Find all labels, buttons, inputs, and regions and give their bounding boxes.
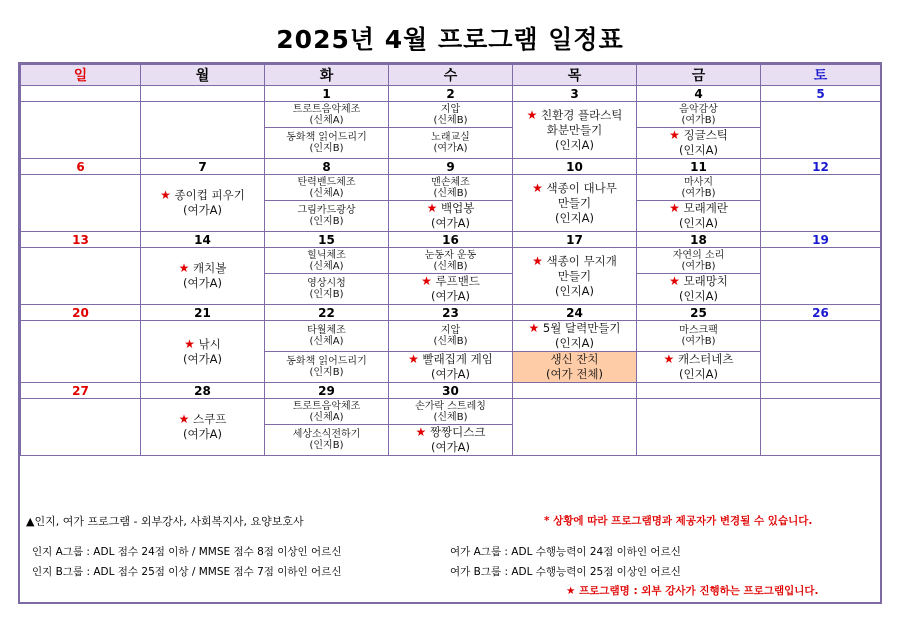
empty-cell — [21, 102, 141, 159]
notes-section — [20, 511, 880, 602]
program-cell: 타월체조 (신체A) — [265, 321, 389, 352]
program-cell: 마스크팩 (여가B) — [637, 321, 761, 352]
empty-cell — [761, 102, 881, 159]
date-cell: 28 — [141, 383, 265, 399]
empty-cell — [141, 102, 265, 159]
date-cell: 30 — [389, 383, 513, 399]
change-notice: * 상황에 따라 프로그램명과 제공자가 변경될 수 있습니다. — [544, 515, 813, 527]
date-cell: 10 — [513, 159, 637, 175]
date-cell: 25 — [637, 305, 761, 321]
program-cell: ★ 빨래집게 게임 (여가A) — [389, 352, 513, 383]
program-cell: 트로트음악체조 (신체A) — [265, 399, 389, 425]
date-cell — [761, 383, 881, 399]
date-cell: 3 — [513, 86, 637, 102]
star-icon: ★ — [178, 412, 190, 426]
star-icon: ★ — [421, 274, 432, 288]
date-cell: 1 — [265, 86, 389, 102]
date-cell: 18 — [637, 232, 761, 248]
star-icon: ★ — [426, 201, 438, 215]
cognitive-group-b: 인지 B그룹 : ADL 점수 25점 이상 / MMSE 점수 7점 이하인 어르신 — [32, 566, 342, 578]
program-cell: ★ 캐스터네츠 (인지A) — [637, 352, 761, 383]
program-cell: ★ 백업봉 (여가A) — [389, 201, 513, 232]
weekday-mon: 월 — [141, 65, 265, 86]
date-cell: 5 — [761, 86, 881, 102]
program-row — [21, 102, 881, 128]
empty-cell — [21, 399, 141, 456]
star-icon: ★ — [415, 425, 427, 439]
date-cell: 16 — [389, 232, 513, 248]
empty-cell — [21, 175, 141, 232]
leisure-group-b: 여가 B그룹 : ADL 수행능력이 25점 이상인 어르신 — [450, 566, 681, 578]
cognitive-group-a: 인지 A그룹 : ADL 점수 24점 이하 / MMSE 점수 8점 이상인 어르신 — [32, 546, 342, 558]
weekday-thu: 목 — [513, 65, 637, 86]
date-cell: 20 — [21, 305, 141, 321]
program-row — [21, 175, 881, 201]
program-cell: ★ 루프밴드 (여가A) — [389, 274, 513, 305]
date-cell: 17 — [513, 232, 637, 248]
program-cell: ★ 종이컵 피우기 (여가A) — [141, 175, 265, 232]
weekday-header-row — [21, 65, 881, 86]
date-cell: 27 — [21, 383, 141, 399]
program-cell: 눈동자 운동 (신체B) — [389, 248, 513, 274]
date-cell — [21, 86, 141, 102]
program-cell: 음악감상 (여가B) — [637, 102, 761, 128]
star-icon: ★ — [178, 261, 190, 275]
date-row — [21, 232, 881, 248]
date-cell: 13 — [21, 232, 141, 248]
date-cell: 11 — [637, 159, 761, 175]
star-icon: ★ — [669, 128, 680, 142]
date-cell — [141, 86, 265, 102]
star-icon: ★ — [528, 321, 540, 335]
program-cell: ★ 캐치볼 (여가A) — [141, 248, 265, 305]
program-cell: 탄력밴드체조 (신체A) — [265, 175, 389, 201]
program-provider-note: ▲인지, 여가 프로그램 - 외부강사, 사회복지사, 요양보호사 — [26, 515, 304, 528]
program-cell: ★ 짱짱디스크 (여가A) — [389, 425, 513, 456]
program-cell: 마사지 (여가B) — [637, 175, 761, 201]
empty-cell — [761, 321, 881, 383]
program-cell: ★ 모래망치 (인지A) — [637, 274, 761, 305]
page-title: 2025년 4월 프로그램 일정표 — [276, 25, 624, 54]
program-cell: 손가락 스트레칭 (신체B) — [389, 399, 513, 425]
program-cell: ★ 모래게란 (인지A) — [637, 201, 761, 232]
date-cell: 26 — [761, 305, 881, 321]
program-cell: 세상소식전하기 (인지B) — [265, 425, 389, 456]
weekday-fri: 금 — [637, 65, 761, 86]
date-cell: 24 — [513, 305, 637, 321]
date-cell: 2 — [389, 86, 513, 102]
date-cell: 22 — [265, 305, 389, 321]
weekday-tue: 화 — [265, 65, 389, 86]
date-cell: 9 — [389, 159, 513, 175]
date-cell: 8 — [265, 159, 389, 175]
star-icon: ★ — [669, 274, 680, 288]
program-cell: ★ 스쿠프 (여가A) — [141, 399, 265, 456]
star-icon: ★ — [532, 180, 543, 195]
date-cell — [513, 383, 637, 399]
date-row — [21, 305, 881, 321]
date-cell: 4 — [637, 86, 761, 102]
date-row — [21, 86, 881, 102]
leisure-group-a: 여가 A그룹 : ADL 수행능력이 24점 이하인 어르신 — [450, 546, 681, 558]
star-legend-note: ★ 프로그램명 : 외부 강사가 진행하는 프로그램입니다. — [566, 585, 819, 597]
date-cell: 23 — [389, 305, 513, 321]
date-cell: 7 — [141, 159, 265, 175]
weekday-sat: 토 — [761, 65, 881, 86]
date-cell: 12 — [761, 159, 881, 175]
star-icon: ★ — [663, 352, 675, 366]
empty-cell — [637, 399, 761, 456]
program-row — [21, 399, 881, 425]
date-cell: 6 — [21, 159, 141, 175]
program-cell: 지압 (신체B) — [389, 321, 513, 352]
date-cell: 19 — [761, 232, 881, 248]
weekday-wed: 수 — [389, 65, 513, 86]
program-row — [21, 321, 881, 352]
program-cell: 힐닉체조 (신체A) — [265, 248, 389, 274]
program-cell: 맨손체조 (신체B) — [389, 175, 513, 201]
program-cell: ★ 5월 달력만들기 (인지A) — [513, 321, 637, 352]
empty-cell — [513, 399, 637, 456]
date-row — [21, 159, 881, 175]
star-icon: ★ — [526, 107, 538, 122]
program-cell: 노래교실 (여가A) — [389, 128, 513, 159]
date-cell: 21 — [141, 305, 265, 321]
empty-cell — [21, 248, 141, 305]
program-cell: 자연의 소리 (여가B) — [637, 248, 761, 274]
birthday-party-cell: 생신 잔치 (여가 전체) — [513, 352, 637, 383]
star-icon: ★ — [669, 201, 680, 215]
program-cell: ★ 낚시 (여가A) — [141, 321, 265, 383]
star-icon: ★ — [408, 352, 419, 366]
program-cell: 영상시청 (인지B) — [265, 274, 389, 305]
empty-cell — [761, 399, 881, 456]
empty-cell — [761, 175, 881, 232]
star-icon: ★ — [532, 253, 543, 268]
program-cell: ★ 친환경 플라스틱 화분만들기 (인지A) — [513, 102, 637, 159]
star-icon: ★ — [160, 188, 171, 202]
date-cell — [637, 383, 761, 399]
empty-cell — [21, 321, 141, 383]
program-cell: 동화책 읽어드리기 (인지B) — [265, 128, 389, 159]
empty-cell — [761, 248, 881, 305]
program-cell: ★ 색종이 무지개 만들기 (인지A) — [513, 248, 637, 305]
weekday-sun: 일 — [21, 65, 141, 86]
program-cell: 그림카드광상 (인지B) — [265, 201, 389, 232]
date-cell: 15 — [265, 232, 389, 248]
program-cell: ★ 징글스틱 (인지A) — [637, 128, 761, 159]
schedule-table — [20, 64, 881, 456]
program-cell: 동화책 읽어드리기 (인지B) — [265, 352, 389, 383]
date-cell: 14 — [141, 232, 265, 248]
program-cell: 지압 (신체B) — [389, 102, 513, 128]
program-row — [21, 248, 881, 274]
date-cell: 29 — [265, 383, 389, 399]
star-icon: ★ — [184, 336, 195, 351]
program-cell: ★ 색종이 대나무 만들기 (인지A) — [513, 175, 637, 232]
date-row — [21, 383, 881, 399]
program-cell: 트로트음악체조 (신체A) — [265, 102, 389, 128]
